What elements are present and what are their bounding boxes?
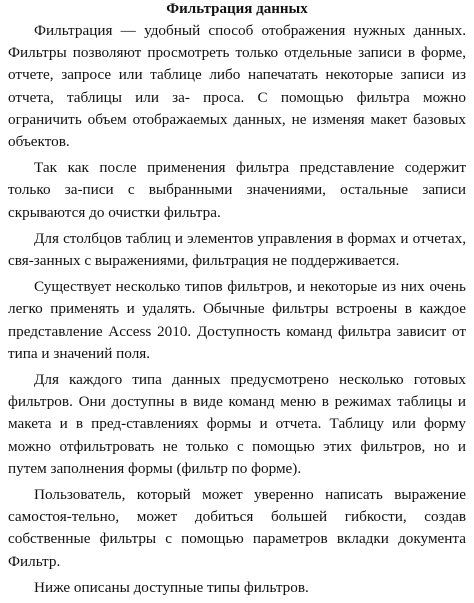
document-page xyxy=(8,0,466,603)
paragraph-filter-intro: Фильтрация — удобный способ отображения нужных данных. Фильтры позволяют просмотреть только отдельные записи в форме, отчете, запросе или таблице либо напечатать некоторые записи из отчета, таблицы или за- проса. С помощью фильтра можно ограничить объем отображаемых данных, не изменяя макет базовых объектов. xyxy=(8,22,466,151)
paragraph-ready-filters: Для каждого типа данных предусмотрено несколько готовых фильтров. Они доступны в виде команд меню в режимах таблицы и макета и в пред-ставлениях формы и отчета. Таблицу или форму можно отфильтровать не только с помощью этих фильтров, но и путем заполнения формы (фильтр по форме). xyxy=(8,371,466,477)
paragraph-filter-list-intro: Ниже описаны доступные типы фильтров. xyxy=(34,578,309,596)
paragraph-custom-filters: Пользователь, который может уверенно написать выражение самостоя-тельно, может добиться большей гибкости, создав собственные фильтры с помощью параметров вкладки документа Фильтр. xyxy=(8,486,466,570)
paragraph-filter-types: Существует несколько типов фильтров, и некоторые из них очень легко применять и удалять. Обычные фильтры встроены в каждое представление Access 2010. Доступность команд фильтра зависит от типа и значений поля. xyxy=(8,278,466,362)
paragraph-filter-unsupported: Для столбцов таблиц и элементов управления в формах и отчетах, свя-занных с выражениями, фильтрация не поддерживается. xyxy=(8,229,466,270)
paragraph-filter-hidden-records: Так как после применения фильтра представление содержит только за-писи с выбранными значениями, остальные записи скрываются до очистки фильтра. xyxy=(8,159,466,221)
document-title: Фильтрация данных xyxy=(166,1,308,17)
